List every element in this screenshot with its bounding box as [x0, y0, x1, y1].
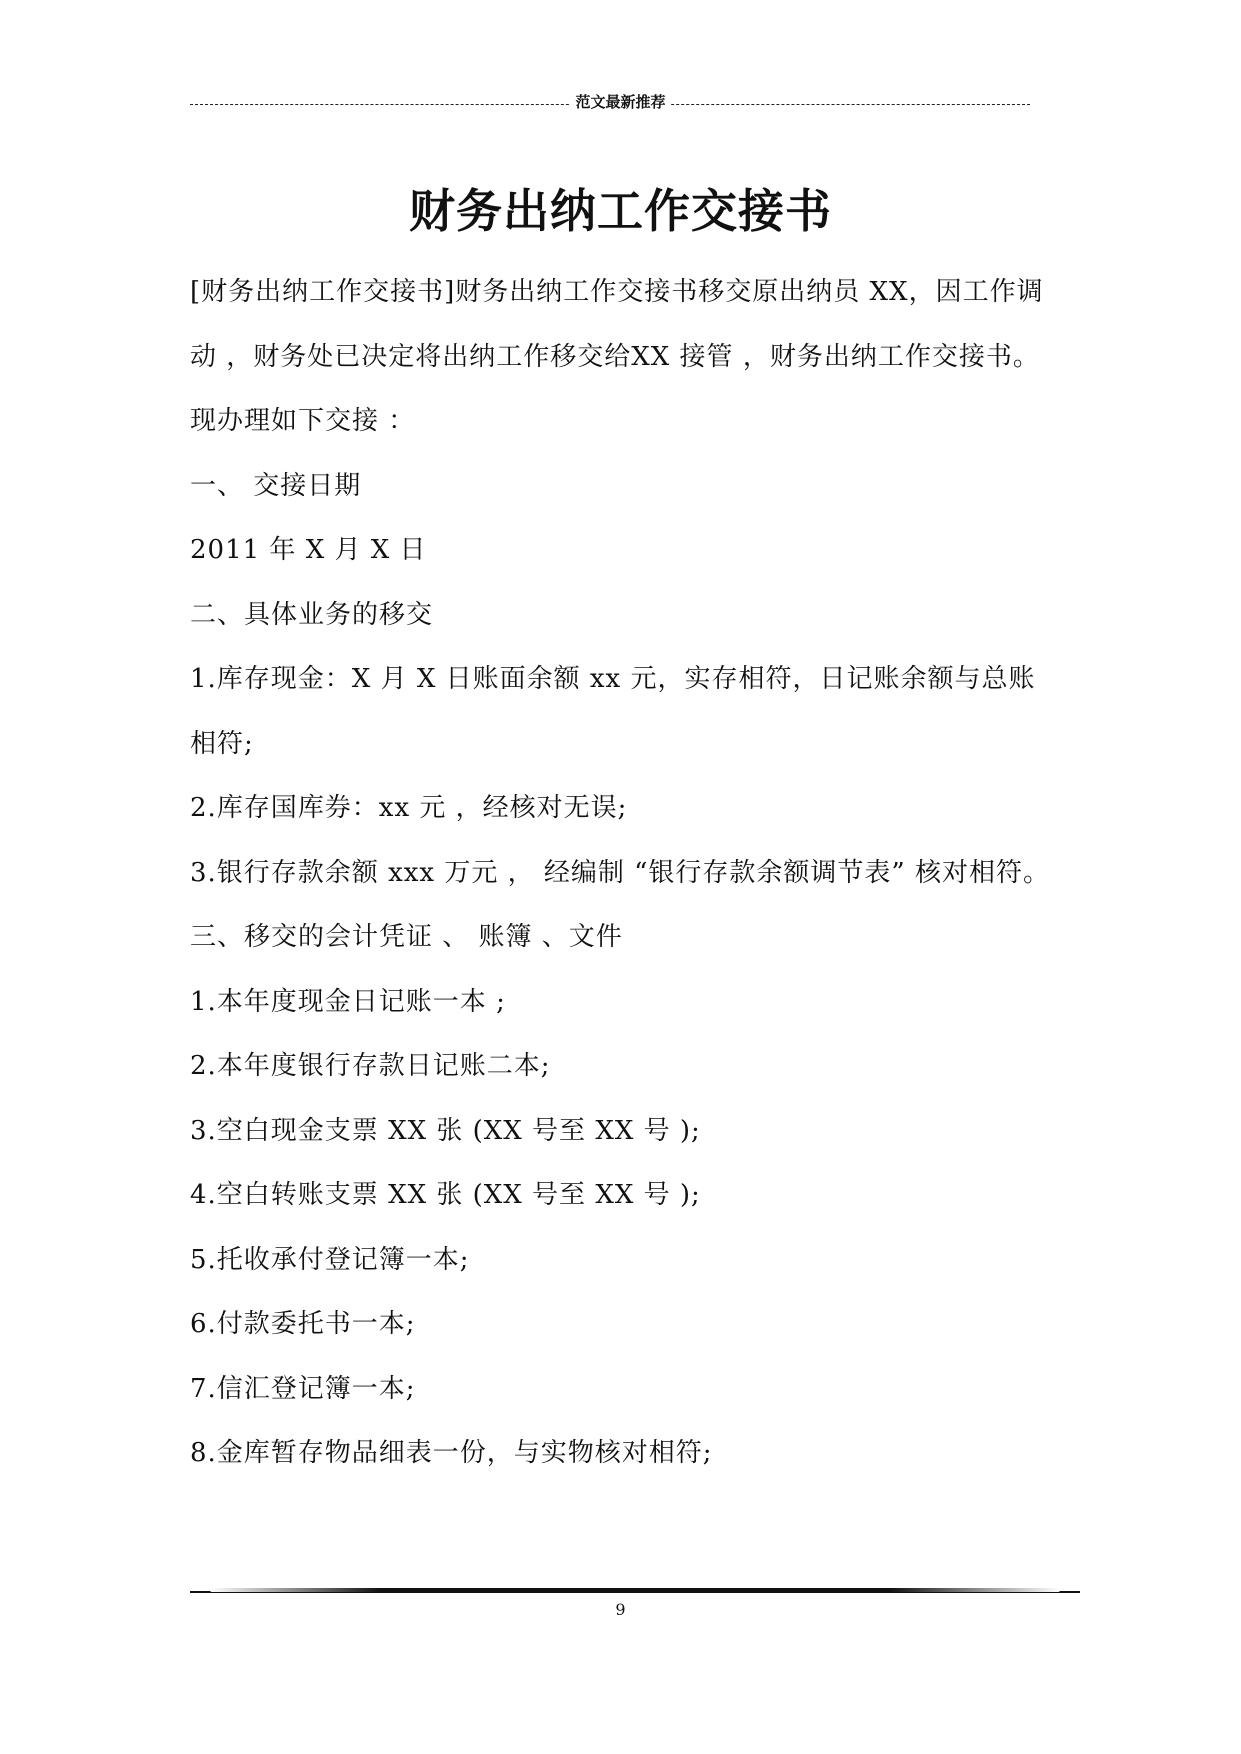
list-item: 2.本年度银行存款日记账二本;	[190, 1051, 551, 1081]
header-label	[0, 91, 1241, 112]
list-item: 1.本年度现金日记账一本 ;	[190, 986, 506, 1017]
document-title: 财务出纳工作交接书	[409, 184, 832, 238]
handover-date: 2011 年 X 月 X 日	[190, 535, 427, 565]
document-body	[190, 260, 1060, 1486]
list-item: 8.金库暂存物品细表一份，与实物核对相符;	[190, 1438, 713, 1468]
section-heading-business-transfer: 二、具体业务的移交	[190, 599, 434, 630]
list-item: 6.付款委托书一本;	[190, 1309, 416, 1339]
list-item: 1.库存现金：X 月 X 日账面余额 xx 元，实存相符，日记账余额与总账相符;	[190, 664, 1036, 759]
intro-paragraph: [财务出纳工作交接书]财务出纳工作交接书移交原出纳员 XX，因工作调动 ，财务处已决定将出纳工作移交给XX 接管 ，财务出纳工作交接书。 现办理如下交接 ：	[190, 277, 1044, 436]
section-heading-documents: 三、移交的会计凭证 、 账簿 、文件	[190, 922, 623, 952]
footer-rule-accent	[210, 1588, 1060, 1592]
list-item: 7.信汇登记簿一本;	[190, 1373, 416, 1404]
page-number: 9	[615, 1600, 626, 1619]
list-item: 2.库存国库券：xx 元 ，经核对无误;	[190, 793, 628, 823]
list-item: 4.空白转账支票 XX 张 (XX 号至 XX 号 );	[190, 1180, 701, 1210]
header-label-text: 范文最新推荐	[571, 93, 669, 111]
list-item: 3.空白现金支票 XX 张 (XX 号至 XX 号 );	[190, 1115, 701, 1146]
list-item: 5.托收承付登记簿一本;	[190, 1244, 470, 1275]
list-item: 3.银行存款余额 xxx 万元 ， 经编制 “银行存款余额调节表” 核对相符。	[190, 857, 1050, 888]
section-heading-handover-date: 一、 交接日期	[190, 470, 362, 501]
